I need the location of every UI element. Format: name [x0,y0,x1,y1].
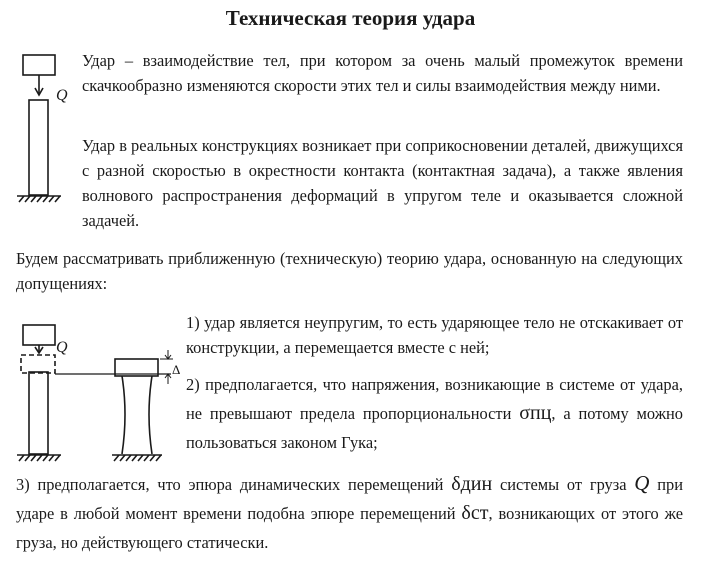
load-q-symbol: Q [634,471,650,495]
assumption-1: 1) удар является неупругим, то есть ударяющее тело не отскакивает от конструкции, а перемещается вместе с ней; [186,313,683,357]
assumption-3 [16,469,683,557]
assumption-3-text-mid1: системы от груза [492,475,635,494]
assumption-3-text-end: , возникающих от этого же груза, но действующего статически. [16,504,683,552]
assumption-2-text-end: , а потому можно пользоваться законом Гука; [186,404,684,452]
displacement-label: Δ [172,362,181,377]
assumption-3-text-start: 3) предполагается, что эпюра динамических перемещений [16,475,452,494]
page-title: Техническая теория удара [225,6,476,30]
assumption-3-text-mid2: при ударе в любой момент времени подобна эпюре перемещений [16,475,683,523]
delta-din-symbol: δдин [451,473,493,495]
sigma-pc-symbol: σпц [519,402,552,424]
delta-st-symbol: δст [461,502,489,524]
assumption-2-text-start: 2) предполагается, что напряжения, возникающие в системе от удара, не превышают предела пропорциональности [186,375,683,423]
paragraph-assumptions-intro: Будем рассматривать приближенную (техническую) теорию удара, основанную на следующих допущениях: [16,249,683,293]
assumption-2 [186,370,683,457]
figure-load-column [14,52,74,207]
paragraph-definition: Удар – взаимодействие тел, при котором за очень малый промежуток времени скачкообразно изменяются скорости этих тел и силы взаимодействия между ними. [82,51,683,95]
figure-impact-deformation [14,322,189,467]
load-label: Q [56,87,68,104]
paragraph-real-structures: Удар в реальных конструкциях возникает при соприкосновении деталей, движущихся с разной скоростью в окрестности контакта (контактная задача), а также явления волнового распространения деформаций в упругом теле и оказывается сложной задачей. [82,136,683,230]
load-label: Q [56,339,68,356]
